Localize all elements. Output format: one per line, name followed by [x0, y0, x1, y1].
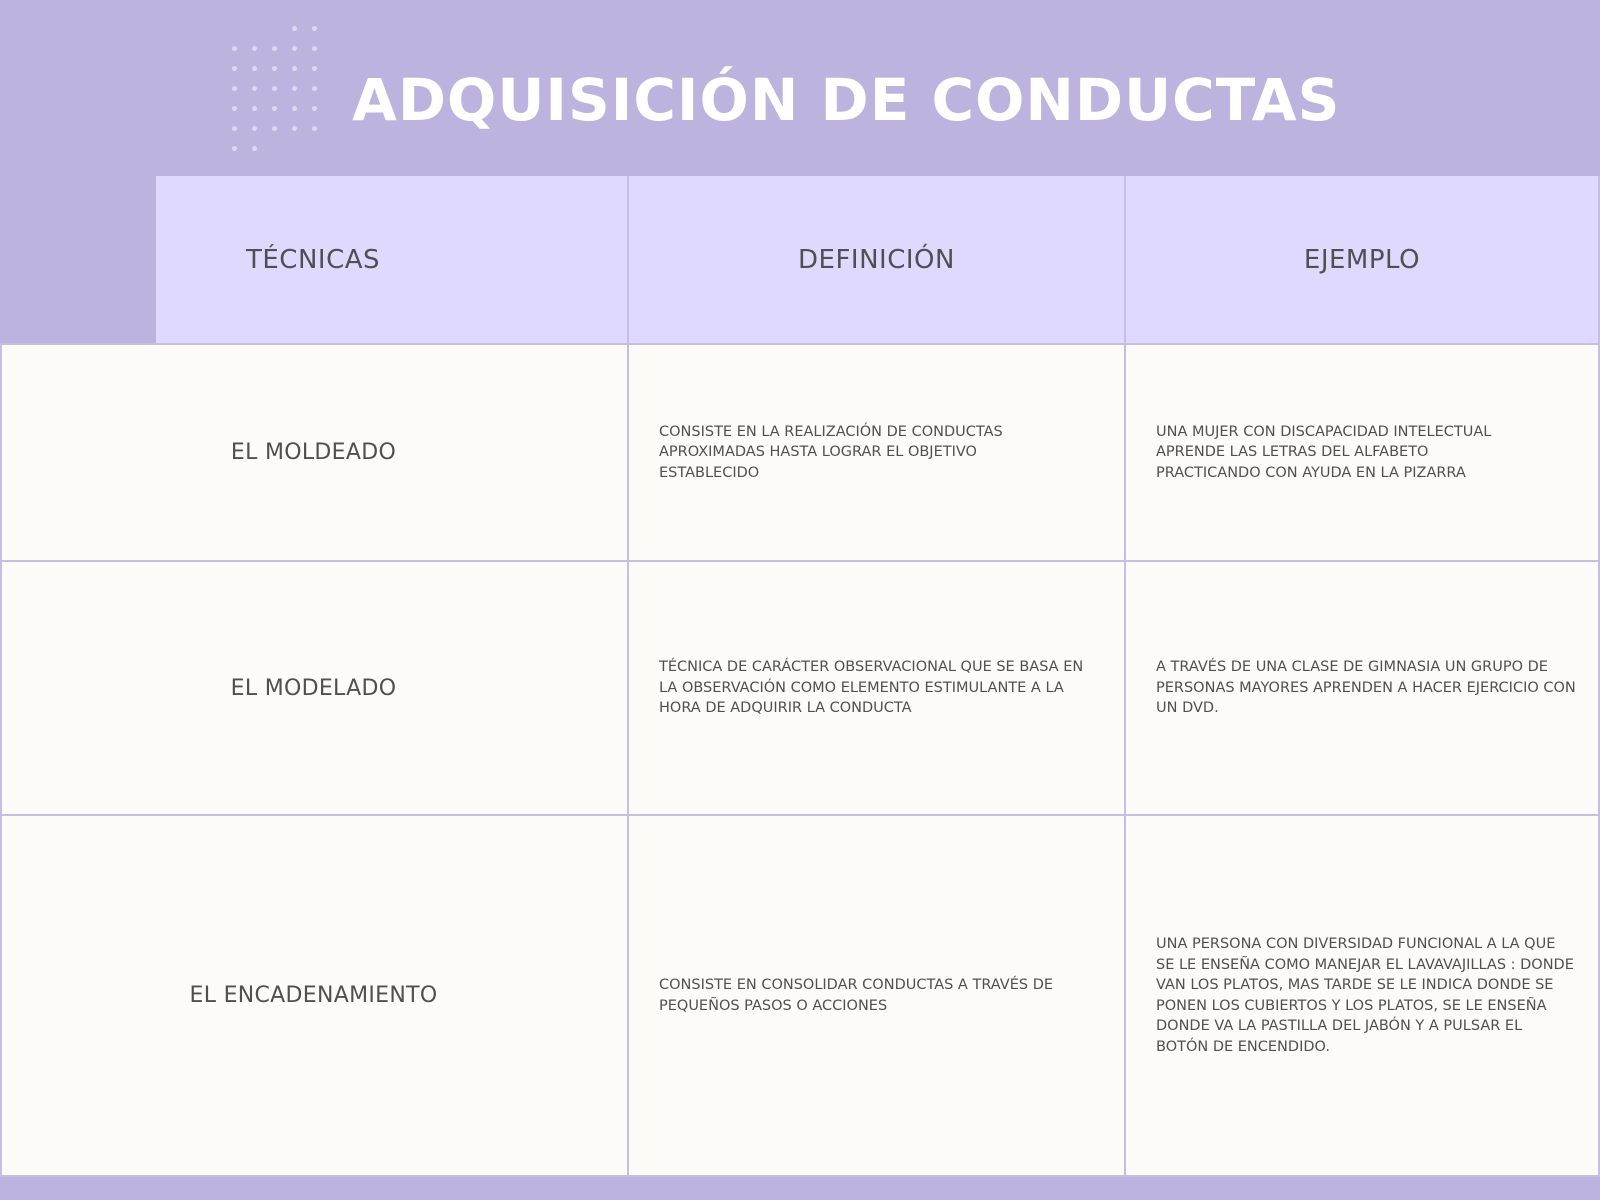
decorative-dot [252, 46, 257, 51]
technique-cell: EL ENCADENAMIENTO [189, 983, 438, 1008]
decorative-dot [292, 126, 297, 131]
decorative-dot [252, 126, 257, 131]
decorative-dot [312, 46, 317, 51]
decorative-dot [292, 26, 297, 31]
decorative-dot [292, 66, 297, 71]
page-title: ADQUISICIÓN DE CONDUCTAS [352, 66, 1341, 134]
decorative-dot [312, 66, 317, 71]
decorative-dot [252, 86, 257, 91]
bottom-band [0, 1176, 1600, 1200]
decorative-dot [252, 146, 257, 151]
decorative-dot [232, 86, 237, 91]
definition-cell: CONSISTE EN LA REALIZACIÓN DE CONDUCTAS APROXIMADAS HASTA LOGRAR EL OBJETIVO ESTABLECIDO [659, 423, 1003, 481]
decorative-dot [312, 86, 317, 91]
decorative-dot [312, 26, 317, 31]
decorative-dot [252, 106, 257, 111]
decorative-dot [312, 106, 317, 111]
decorative-dot-pattern [232, 26, 342, 158]
decorative-dot [272, 86, 277, 91]
decorative-dot [232, 146, 237, 151]
decorative-dot [232, 46, 237, 51]
column-header-tecnicas: TÉCNICAS [245, 245, 381, 275]
decorative-dot [272, 46, 277, 51]
decorative-dot [232, 126, 237, 131]
decorative-dot [292, 106, 297, 111]
decorative-dot [312, 126, 317, 131]
definition-cell: CONSISTE EN CONSOLIDAR CONDUCTAS A TRAVÉS DE PEQUEÑOS PASOS O ACCIONES [659, 977, 1054, 1014]
example-cell: UNA PERSONA CON DIVERSIDAD FUNCIONAL A LA QUE SE LE ENSEÑA COMO MANEJAR EL LAVAVAJILLAS : DONDE VAN LOS PLATOS, MAS TARDE SE LE INDICA DONDE SE PONEN LOS CUBIERTOS Y LOS PLATOS, SE LE ENSEÑA DONDE VA LA PASTILLA DEL JABÓN Y A PULSAR EL BOTÓN DE ENCENDIDO. [1156, 936, 1574, 1055]
decorative-dot [232, 66, 237, 71]
definition-cell: TÉCNICA DE CARÁCTER OBSERVACIONAL QUE SE BASA EN LA OBSERVACIÓN COMO ELEMENTO ESTIMULANTE A LA HORA DE ADQUIRIR LA CONDUCTA [659, 659, 1084, 717]
decorative-dot [272, 66, 277, 71]
column-header-ejemplo: EJEMPLO [1303, 245, 1421, 275]
decorative-dot [292, 86, 297, 91]
column-header-definicion: DEFINICIÓN [798, 245, 955, 275]
technique-cell: EL MODELADO [230, 675, 397, 701]
example-cell: UNA MUJER CON DISCAPACIDAD INTELECTUAL APRENDE LAS LETRAS DEL ALFABETO PRACTICANDO CON AYUDA EN LA PIZARRA [1156, 423, 1492, 481]
decorative-dot [272, 106, 277, 111]
grid-line-horizontal [0, 1175, 1600, 1177]
decorative-dot [252, 66, 257, 71]
example-cell: A TRAVÉS DE UNA CLASE DE GIMNASIA UN GRUPO DE PERSONAS MAYORES APRENDEN A HACER EJERCICIO CON UN DVD. [1156, 659, 1576, 717]
decorative-dot [232, 106, 237, 111]
decorative-dot [292, 46, 297, 51]
technique-cell: EL MOLDEADO [230, 440, 397, 465]
decorative-dot [272, 126, 277, 131]
